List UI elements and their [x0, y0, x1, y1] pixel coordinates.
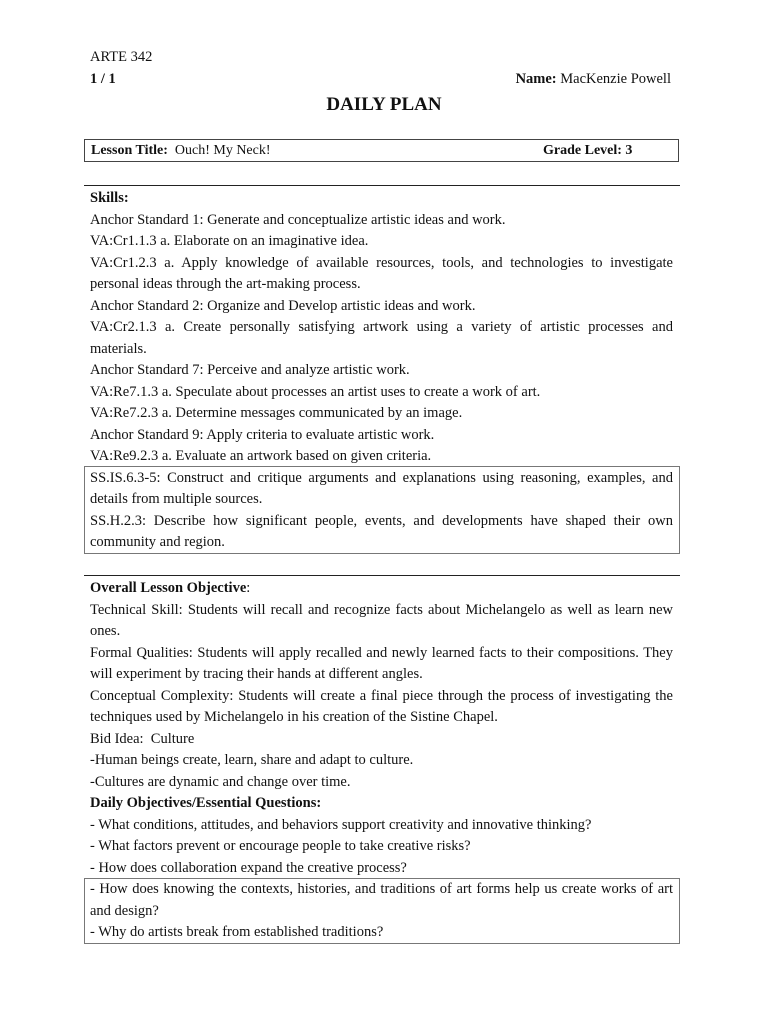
- question-line: - How does knowing the contexts, histories, and traditions of art forms help us create works of art and design?: [90, 881, 673, 919]
- name-label: Name:: [515, 71, 557, 87]
- objective-line: Conceptual Complexity: Students will create a final piece through the process of investigating the techniques used by Michelangelo in his creation of the Sistine Chapel.: [90, 687, 673, 725]
- name-value: MacKenzie Powell: [560, 71, 671, 87]
- questions-heading: Daily Objectives/Essential Questions:: [90, 795, 322, 811]
- skills-line: VA:Cr2.1.3 a. Create personally satisfying artwork using a variety of artistic processes and materials.: [90, 319, 673, 357]
- skills-line: SS.H.2.3: Describe how significant people, events, and developments have shaped their own community and region.: [90, 512, 673, 550]
- skills-line: SS.IS.6.3-5: Construct and critique arguments and explanations using reasoning, examples, and details from multiple sources.: [90, 469, 673, 507]
- grade-level-label: Grade Level:: [543, 143, 622, 158]
- course-code: ARTE 342: [90, 49, 153, 65]
- question-line: - What conditions, attitudes, and behaviors support creativity and innovative thinking?: [90, 816, 592, 833]
- skills-line: VA:Re9.2.3 a. Evaluate an artwork based on given criteria.: [90, 448, 432, 464]
- lesson-title-value: Ouch! My Neck!: [174, 143, 271, 158]
- lesson-title-label: Lesson Title:: [91, 143, 168, 158]
- skills-line: VA:Re7.2.3 a. Determine messages communicated by an image.: [90, 405, 463, 421]
- objective-line: Bid Idea: Culture: [90, 730, 195, 747]
- skills-line: VA:Cr1.1.3 a. Elaborate on an imaginative idea.: [90, 233, 369, 249]
- lesson-title: [91, 140, 271, 161]
- grade-level-value: 3: [625, 143, 633, 158]
- skills-heading: Skills:: [90, 190, 129, 206]
- objective-heading-label: Overall Lesson Objective: [90, 580, 247, 596]
- divider: [84, 575, 680, 576]
- student-name: [516, 71, 671, 88]
- objective-line: -Human beings create, learn, share and adapt to culture.: [90, 752, 414, 768]
- objective-heading: [90, 578, 673, 600]
- question-line: - What factors prevent or encourage people to take creative risks?: [90, 838, 471, 854]
- divider: [84, 185, 680, 186]
- objective-heading-colon: :: [246, 580, 251, 596]
- skills-line: Anchor Standard 7: Perceive and analyze artistic work.: [90, 362, 410, 378]
- skills-box: [84, 466, 680, 554]
- question-line: - How does collaboration expand the creative process?: [90, 859, 407, 876]
- skills-line: Anchor Standard 2: Organize and Develop artistic ideas and work.: [90, 297, 476, 314]
- question-line: - Why do artists break from established traditions?: [90, 924, 384, 940]
- objective-line: -Cultures are dynamic and change over time.: [90, 773, 351, 790]
- skills-line: Anchor Standard 9: Apply criteria to evaluate artistic work.: [90, 426, 435, 443]
- objective-line: Formal Qualities: Students will apply recalled and newly learned facts to their compositions. They will experiment by tracing their hands at different angles.: [90, 644, 673, 682]
- lesson-info-box: [84, 139, 679, 162]
- grade-level: [543, 140, 632, 161]
- skills-line: VA:Cr1.2.3 a. Apply knowledge of available resources, tools, and technologies to investigate personal ideas through the art-making process.: [90, 254, 673, 292]
- objective-line: Technical Skill: Students will recall and recognize facts about Michelangelo as well as learn new ones.: [90, 601, 673, 639]
- page-title: DAILY PLAN: [326, 94, 442, 115]
- page-number: 1 / 1: [90, 71, 116, 87]
- skills-line: VA:Re7.1.3 a. Speculate about processes an artist uses to create a work of art.: [90, 383, 541, 400]
- skills-line: Anchor Standard 1: Generate and conceptualize artistic ideas and work.: [90, 211, 506, 228]
- questions-box: [84, 878, 680, 944]
